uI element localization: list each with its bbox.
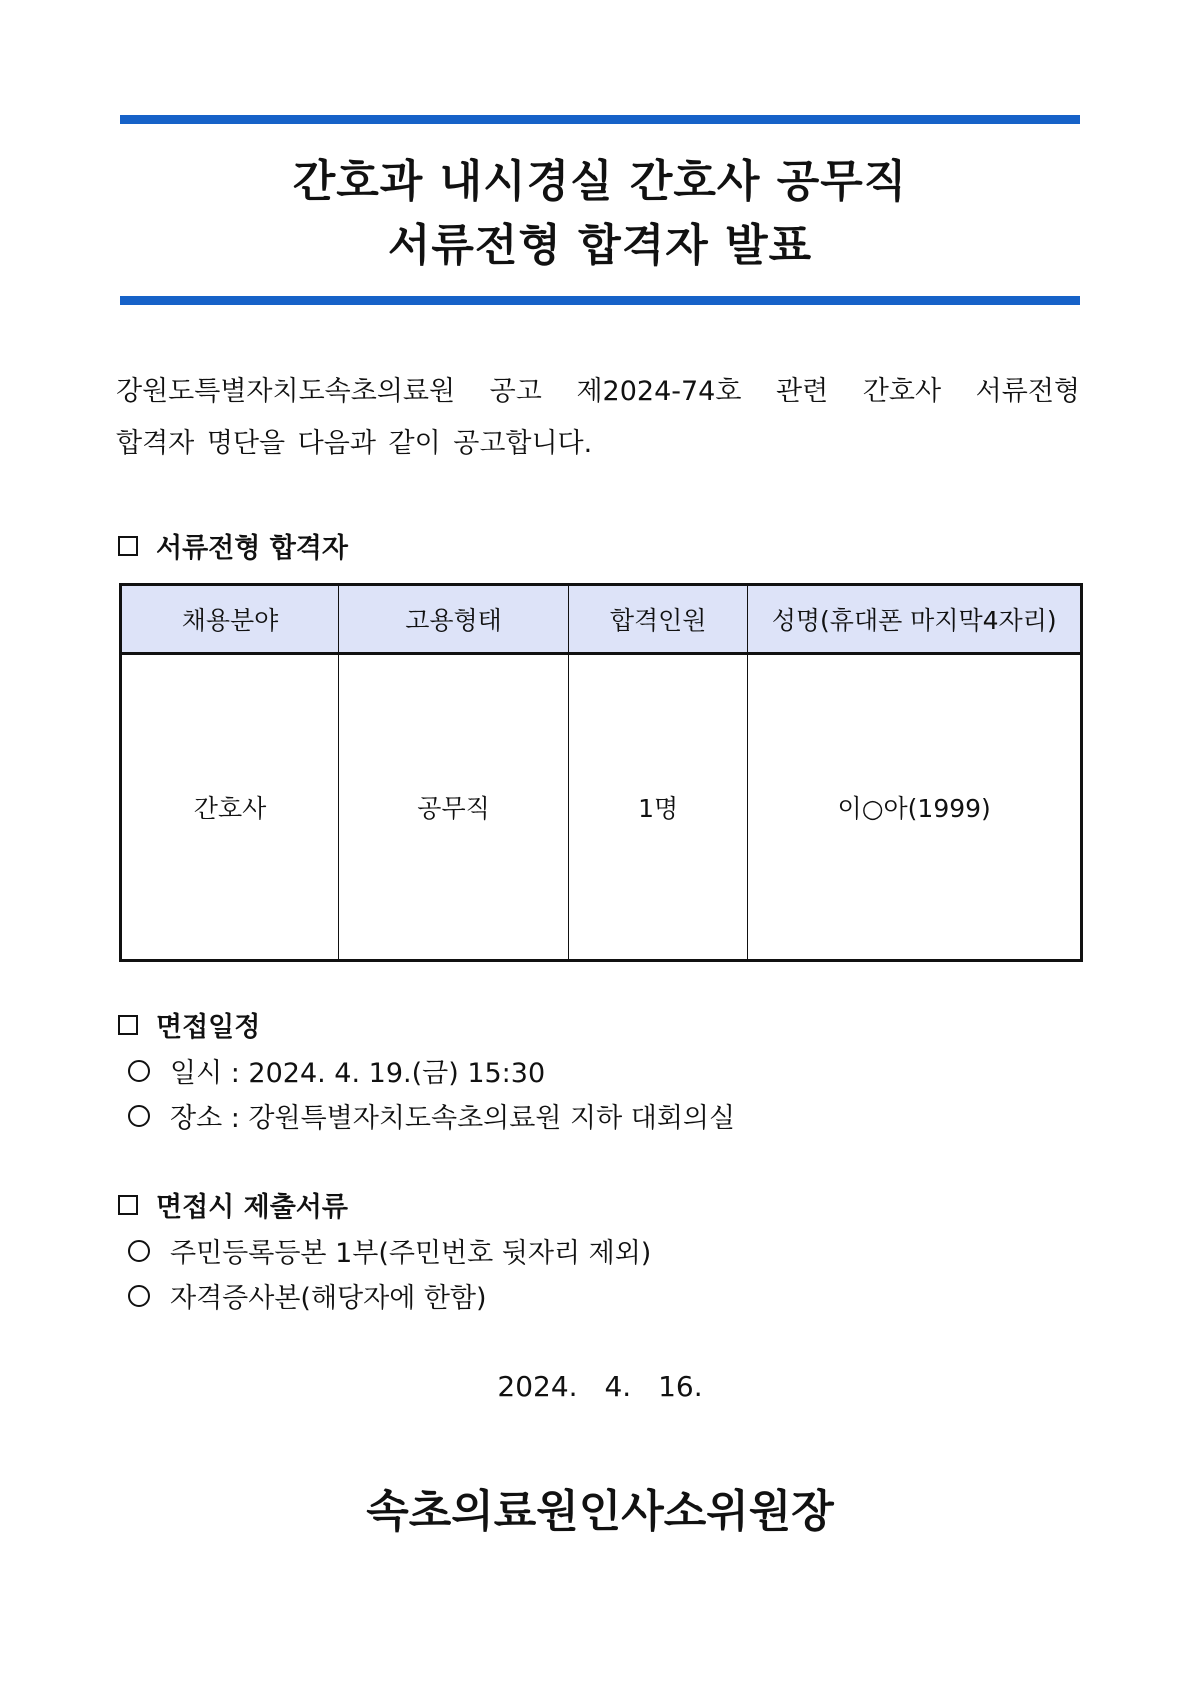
table-header-row — [121, 585, 1082, 654]
header-field: 채용분야 — [121, 585, 339, 654]
cell-field: 간호사 — [193, 794, 267, 823]
intro-line-2: 합격자 명단을 다음과 같이 공고합니다. — [116, 428, 593, 459]
circle-bullet-icon — [128, 1240, 150, 1262]
square-bullet-icon — [118, 536, 138, 556]
square-bullet-icon — [118, 1015, 138, 1035]
schedule-list — [128, 1048, 735, 1138]
circle-bullet-icon — [128, 1105, 150, 1127]
intro-line-1: 강원도특별자치도속초의료원 공고 제2024-74호 관련 간호사 서류전형 — [116, 376, 1080, 407]
list-item — [128, 1273, 651, 1318]
circle-bullet-icon — [128, 1060, 150, 1082]
section-documents-heading — [118, 1185, 348, 1224]
result-table — [119, 583, 1083, 962]
document-item-1: 주민등록등본 1부(주민번호 뒷자리 제외) — [170, 1238, 652, 1269]
documents-list — [128, 1228, 651, 1318]
cell-name: 이○아(1999) — [748, 654, 1082, 961]
cell-employment-type: 공무직 — [339, 654, 569, 961]
page-title — [120, 150, 1080, 278]
header-employment-type: 고용형태 — [339, 585, 569, 654]
header-pass-count: 합격인원 — [569, 585, 748, 654]
circle-bullet-icon — [128, 1285, 150, 1307]
notice-date: 2024. 4. 16. — [497, 1370, 703, 1403]
schedule-datetime: 일시 : 2024. 4. 19.(금) 15:30 — [170, 1058, 546, 1089]
section-pass-heading — [118, 526, 348, 565]
signer-name: 속초의료원인사소위원장 — [366, 1486, 834, 1537]
list-item — [128, 1093, 735, 1138]
title-line-2: 서류전형 합격자 발표 — [387, 220, 813, 271]
title-line-1: 간호과 내시경실 간호사 공무직 — [292, 156, 908, 207]
list-item — [128, 1228, 651, 1273]
intro-paragraph — [116, 366, 1080, 470]
cell-pass-count: 1명 — [569, 654, 748, 961]
section-schedule-heading — [118, 1005, 260, 1044]
document-item-2: 자격증사본(해당자에 한함) — [170, 1283, 487, 1314]
section-pass-heading-text: 서류전형 합격자 — [156, 533, 348, 564]
top-rule — [120, 115, 1080, 124]
header-name: 성명(휴대폰 마지막4자리) — [748, 585, 1082, 654]
square-bullet-icon — [118, 1195, 138, 1215]
list-item — [128, 1048, 735, 1093]
bottom-rule — [120, 296, 1080, 305]
section-documents-heading-text: 면접시 제출서류 — [156, 1192, 348, 1223]
table-row — [121, 654, 1082, 961]
section-schedule-heading-text: 면접일정 — [156, 1012, 261, 1043]
schedule-location: 장소 : 강원특별자치도속초의료원 지하 대회의실 — [170, 1103, 736, 1134]
